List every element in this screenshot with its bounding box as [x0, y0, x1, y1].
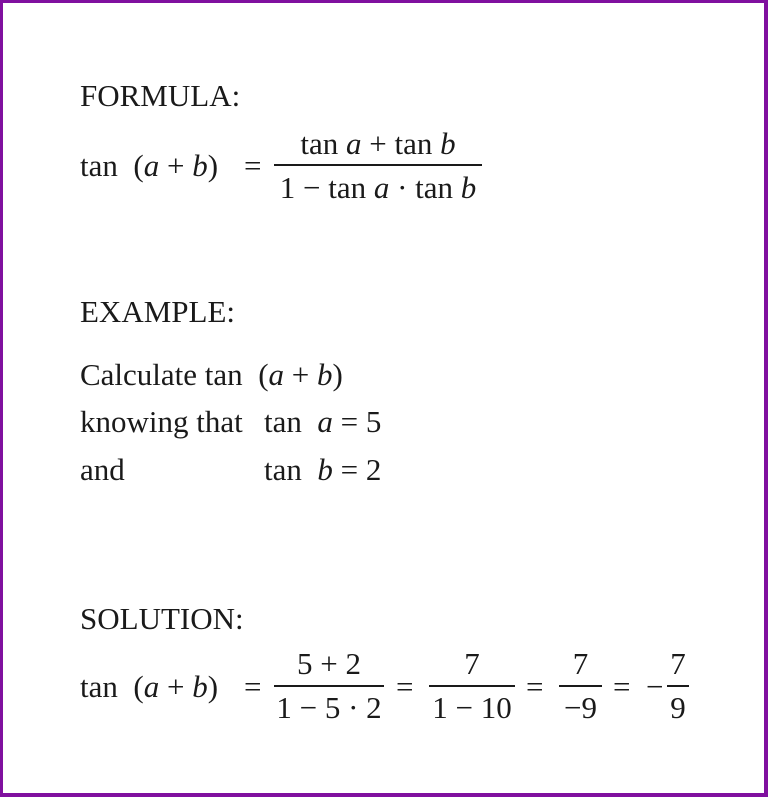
tan-function: tan — [300, 126, 346, 161]
tan-function: tan — [264, 452, 302, 487]
step4-numerator: 7 — [670, 646, 686, 681]
var-a: a — [268, 357, 285, 392]
tan-function: tan — [415, 170, 461, 205]
fraction-bar — [667, 685, 689, 687]
tan-function: tan — [394, 126, 441, 161]
minus-op: − — [295, 170, 329, 205]
paren-close: ) — [207, 669, 219, 704]
step1-denominator: 1 − 5 · 2 — [276, 690, 382, 725]
var-b: b — [192, 148, 208, 183]
formula-lhs — [80, 150, 218, 181]
fraction-bar — [274, 164, 482, 166]
example-heading: EXAMPLE: — [80, 294, 235, 329]
var-b: b — [317, 357, 333, 392]
step4-denominator: 9 — [670, 690, 686, 725]
fraction-bar — [274, 685, 384, 687]
paren-open: ( — [133, 669, 144, 704]
tan-function: tan — [264, 404, 302, 439]
paren-close: ) — [207, 148, 219, 183]
var-b: b — [460, 170, 477, 205]
plus-op: + — [159, 669, 193, 704]
solution-equals-4: = — [613, 669, 631, 704]
formula-equals: = — [244, 148, 262, 183]
var-b: b — [192, 669, 208, 704]
example-line-calculate — [80, 359, 343, 390]
formula-numerator — [274, 128, 482, 159]
formula-heading: FORMULA: — [80, 78, 241, 113]
var-a: a — [317, 404, 333, 439]
plus-op: + — [159, 148, 193, 183]
solution-equals-1: = — [244, 669, 262, 704]
paren-close: ) — [332, 357, 343, 392]
step3-denominator: −9 — [564, 690, 597, 725]
var-b: b — [317, 452, 333, 487]
step2-denominator: 1 − 10 — [432, 690, 512, 725]
tan-function: tan — [328, 170, 374, 205]
solution-heading: SOLUTION: — [80, 601, 244, 636]
example-line-and: and — [80, 452, 125, 487]
paren-open: ( — [133, 148, 144, 183]
plus-op: + — [284, 357, 317, 392]
dot-op: · — [389, 170, 416, 205]
var-a: a — [143, 669, 160, 704]
tan-function: tan — [80, 148, 118, 183]
example-tan-a — [264, 406, 381, 437]
paren-open: ( — [258, 357, 269, 392]
fraction-bar — [429, 685, 515, 687]
example-tan-b — [264, 454, 381, 485]
var-a: a — [373, 170, 390, 205]
solution-lhs — [80, 671, 218, 702]
calculate-text: Calculate tan — [80, 357, 243, 392]
formula-denominator — [274, 172, 482, 203]
step1-numerator: 5 + 2 — [297, 646, 361, 681]
step3-numerator: 7 — [572, 646, 589, 681]
var-a: a — [143, 148, 160, 183]
plus-op: + — [361, 126, 395, 161]
solution-equals-3: = — [526, 669, 544, 704]
example-line-knowing: knowing that — [80, 404, 243, 439]
step2-numerator: 7 — [464, 646, 480, 681]
value-a: = 5 — [332, 404, 382, 439]
var-a: a — [346, 126, 362, 161]
var-b: b — [440, 126, 456, 161]
step4-sign: − — [646, 669, 664, 704]
value-b: = 2 — [332, 452, 382, 487]
tan-function: tan — [80, 669, 118, 704]
one: 1 — [279, 170, 296, 205]
solution-equals-2: = — [396, 669, 414, 704]
fraction-bar — [559, 685, 602, 687]
